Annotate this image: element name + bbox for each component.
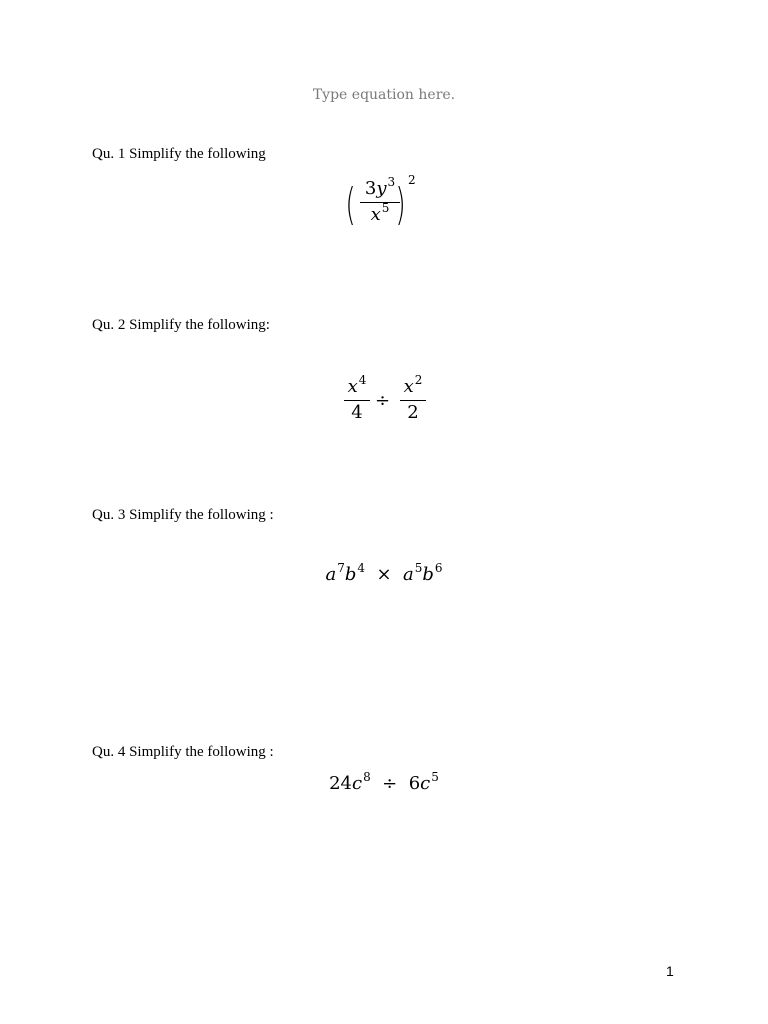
fraction-bar xyxy=(400,400,426,401)
equation-placeholder[interactable]: Type equation here. xyxy=(312,87,456,103)
question-2-label: Qu. 2 Simplify the following: xyxy=(92,317,270,333)
page-number: 1 xyxy=(666,963,674,979)
right-paren: ) xyxy=(395,179,406,230)
question-4-expression: $24c^8 \div 6c^5$ xyxy=(329,770,439,794)
q2-fraction-1 xyxy=(344,373,370,424)
question-2-expression xyxy=(340,373,440,432)
question-1-expression xyxy=(345,173,428,236)
divide-operator: ÷ xyxy=(375,390,391,411)
multiply-operator: × xyxy=(376,564,392,585)
q2-f1-denominator: 4 xyxy=(351,402,363,423)
question-3-expression: $a^7b^4 \times a^5b^6$ xyxy=(325,561,443,585)
q1-denominator: $x^5$ xyxy=(370,201,390,225)
divide-operator: ÷ xyxy=(382,773,398,794)
left-paren: ( xyxy=(345,179,356,230)
fraction-bar xyxy=(344,400,370,401)
q1-numerator: $3y^3$ xyxy=(364,175,396,199)
q1-outer-exponent: 2 xyxy=(408,173,416,187)
q2-fraction-2 xyxy=(400,373,426,424)
fraction-bar xyxy=(360,202,400,203)
q2-f2-numerator: $x^2$ xyxy=(403,373,423,397)
q2-f1-numerator: $x^4$ xyxy=(347,373,367,397)
question-4-label: Qu. 4 Simplify the following : xyxy=(92,744,274,760)
q2-f2-denominator: 2 xyxy=(407,402,419,423)
question-1-label: Qu. 1 Simplify the following xyxy=(92,146,266,162)
question-3-label: Qu. 3 Simplify the following : xyxy=(92,507,274,523)
q1-fraction xyxy=(360,175,400,227)
